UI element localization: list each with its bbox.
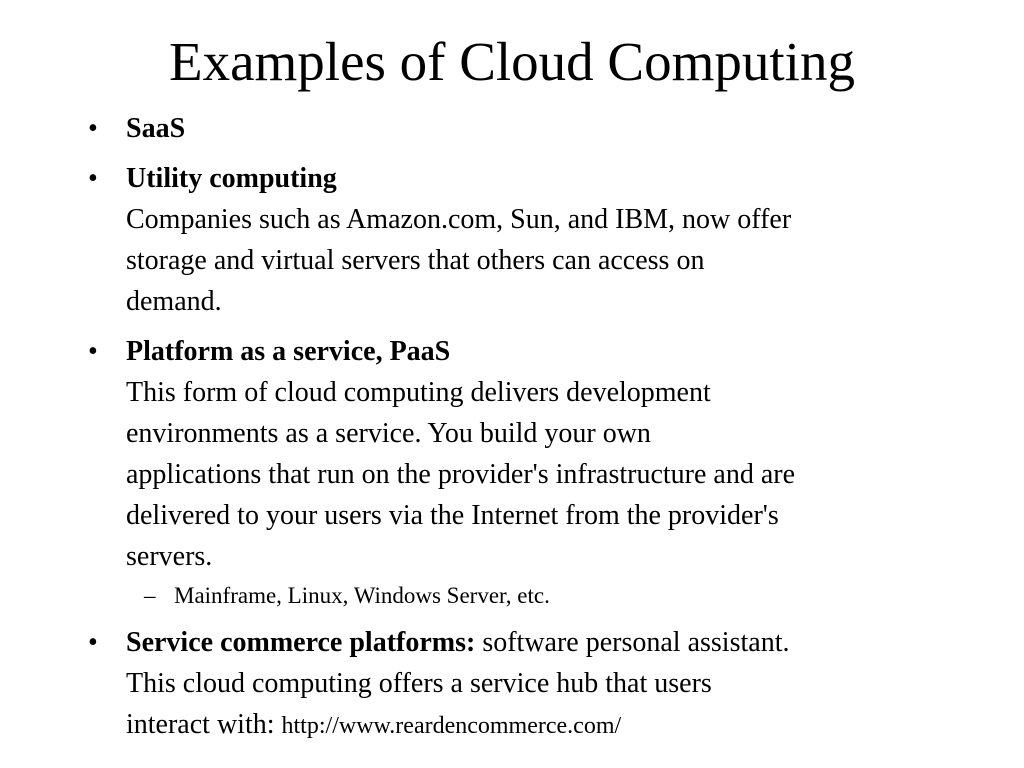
bullet-list xyxy=(88,108,988,756)
bullet-heading-tail: software personal assistant. xyxy=(475,627,790,658)
bullet-icon: • xyxy=(88,336,98,367)
bullet-icon: • xyxy=(88,113,98,144)
sub-bullet-list xyxy=(126,579,988,613)
bullet-icon: • xyxy=(88,627,98,658)
bullet-body-line: demand. xyxy=(126,286,222,317)
bullet-heading: SaaS xyxy=(126,113,186,144)
sub-bullet-item xyxy=(144,579,988,613)
bullet-last-line xyxy=(126,704,988,747)
bullet-heading: Utility computing xyxy=(126,163,337,194)
bullet-body-line: This form of cloud computing delivers development xyxy=(126,377,711,408)
dash-icon: – xyxy=(144,583,156,608)
sub-bullet-text: Mainframe, Linux, Windows Server, etc. xyxy=(174,583,550,608)
bullet-heading: Service commerce platforms: xyxy=(126,627,476,658)
bullet-body-line: environments as a service. You build your own xyxy=(126,418,651,449)
bullet-body-line: Companies such as Amazon.com, Sun, and IBM, now offer xyxy=(126,204,792,235)
bullet-body-text: interact with: xyxy=(126,709,282,740)
bullet-utility-computing xyxy=(88,158,988,322)
bullet-icon: • xyxy=(88,163,98,194)
bullet-body-line: applications that run on the provider's infrastructure and are xyxy=(126,459,796,490)
rearden-commerce-link[interactable]: http://www.reardencommerce.com/ xyxy=(281,713,622,739)
bullet-service-commerce xyxy=(88,622,988,747)
bullet-first-line xyxy=(126,622,988,663)
bullet-body-line: servers. xyxy=(126,541,213,572)
bullet-paas xyxy=(88,331,988,613)
bullet-saas xyxy=(88,108,988,149)
bullet-body-line: storage and virtual servers that others can access on xyxy=(126,245,705,276)
bullet-body-line: This cloud computing offers a service hub that users xyxy=(126,668,712,699)
bullet-body-line: delivered to your users via the Internet from the provider's xyxy=(126,500,779,531)
slide-title: Examples of Cloud Computing xyxy=(169,31,855,92)
bullet-heading: Platform as a service, PaaS xyxy=(126,336,451,367)
